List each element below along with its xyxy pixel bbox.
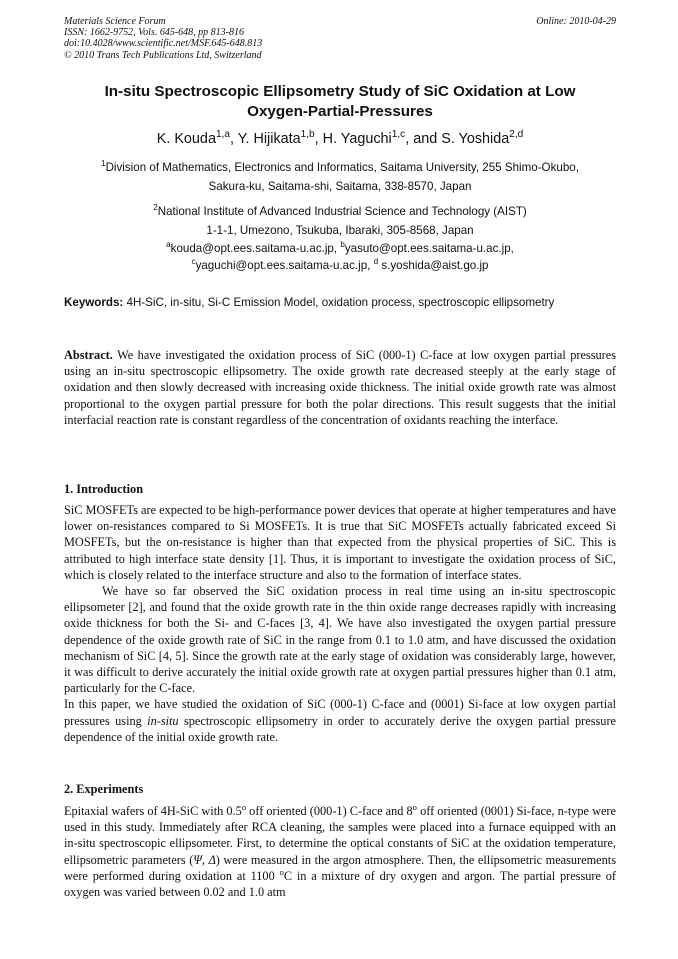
email-line-1: $^a$kouda@opt.ees.saitama-u.ac.jp, $^b$yasuto@opt.ees.saitama-u.ac.jp, <box>166 240 514 255</box>
title-line-1: In-situ Spectroscopic Ellipsometry Study of SiC Oxidation at Low <box>104 83 576 100</box>
keywords-text: 4H-SiC, in-situ, Si-C Emission Model, oxidation process, spectroscopic ellipsometry <box>123 296 555 309</box>
affiliation-number: 2 <box>153 203 158 213</box>
intro-paragraph-3: In this paper, we have studied the oxidation of SiC (000-1) C-face and (0001) Si-face at low oxygen partial pressures using in-situ spectroscopic ellipsometry in order to accurately derive the oxygen partial pressure dependence of the initial oxide growth rate. <box>64 697 616 744</box>
experiments-body <box>64 803 616 900</box>
email-d: s.yoshida@aist.go.jp <box>378 258 489 272</box>
author-list <box>64 130 616 148</box>
abstract-text: We have investigated the oxidation process of SiC (000-1) C-face at low oxygen partial pressures using an in-situ spectroscopic ellipsometry. The oxide growth rate decreased steeply at the early stage of oxidation and then slowly decreased with increasing oxide thickness. The initial oxide growth rate was almost proportional to the oxygen partial pressure for both the polar directions. This result suggests that the initial interfacial reaction rate is constant regardless of the concentration of oxidants reaching the interface. <box>64 348 616 427</box>
psi-symbol: Ψ <box>193 852 202 867</box>
doi-line: doi:10.4028/www.scientific.net/MSF.645-648.813 <box>64 38 263 50</box>
email-b: yasuto@opt.ees.saitama-u.ac.jp, <box>344 242 514 255</box>
affiliation-2-line-1: $^2$National Institute of Advanced Industrial Science and Technology (AIST) <box>153 203 527 218</box>
author-affiliation-mark: 1,b <box>300 129 315 141</box>
abstract <box>64 347 616 428</box>
affiliation-1-line-1: $^1$Division of Mathematics, Electronics and Informatics, Saitama University, 255 Shimo-Okubo, <box>101 159 579 174</box>
email-c: yaguchi@opt.ees.saitama-u.ac.jp, <box>195 258 374 272</box>
author-name: H. Yaguchi <box>322 131 392 147</box>
section-heading-introduction: 1. Introduction <box>64 482 144 496</box>
online-date: Online: 2010-04-29 <box>536 16 616 27</box>
copyright-line: © 2010 Trans Tech Publications Ltd, Switzerland <box>64 49 262 61</box>
section-heading-experiments: 2. Experiments <box>64 782 144 796</box>
author-separator: , and <box>405 131 442 147</box>
issn-line: ISSN: 1662-9752, Vols. 645-648, pp 813-816 <box>64 27 244 39</box>
affiliation-1-line-2: Sakura-ku, Saitama-shi, Saitama, 338-8570, Japan <box>208 180 472 193</box>
keywords <box>64 295 616 311</box>
email-block <box>64 241 616 274</box>
journal-header <box>64 16 616 61</box>
email-line-2: $^c$yaguchi@opt.ees.saitama-u.ac.jp, $^d$ s.yoshida@aist.go.jp <box>191 256 489 272</box>
affiliation-1 <box>64 158 616 196</box>
author-affiliation-mark: 1,a <box>215 129 230 141</box>
author-name: S. Yoshida <box>441 131 510 147</box>
email-a: kouda@opt.ees.saitama-u.ac.jp, <box>170 242 341 255</box>
author-affiliation-mark: 1,c <box>391 129 406 141</box>
introduction-body <box>64 502 616 745</box>
paper-title <box>64 82 616 121</box>
title-line-2: Oxygen-Partial-Pressures <box>247 102 433 120</box>
intro-paragraph-1: SiC MOSFETs are expected to be high-performance power devices that operate at higher temperatures and have lower on-resistances compared to Si MOSFETs. It is true that SiC MOSFETs actually fabricated exceed Si MOSFETs, but the on-resistance is higher than that expected from the physical properties of SiC. This is attributed to high interface state density [1]. Thus, it is important to investigate the oxidation process of SiC, which is closely related to the interface structure and also to the formation of interface states. <box>64 503 616 582</box>
affiliation-2 <box>64 202 616 240</box>
author-affiliation-mark: 2,d <box>509 129 524 141</box>
abstract-label: Abstract. <box>64 348 113 362</box>
author-name: Y. Hijikata <box>237 131 301 147</box>
author-separator: , <box>314 131 323 147</box>
author-name: K. Kouda <box>156 131 216 147</box>
experiments-paragraph: Epitaxial wafers of 4H-SiC with 0.5$^o$ off oriented (000-1) C-face and 8$^o$ off oriented (0001) Si-face, n-type were used in this study. Immediately after RCA cleaning, the samples were placed into a furnace equipped with an in-situ spectroscopic ellipsometer. First, to determine the optical constants of SiC at the oxidation temperature, ellipsometric parameters (Ψ, Δ) were measured in the argon atmosphere. Then, the ellipsometric measurements were performed during oxidation at 1100 $^o$C in a mixture of dry oxygen and argon. The partial pressure of oxygen was varied between 0.02 and 1.0 atm <box>64 801 616 900</box>
intro-paragraph-2: We have so far observed the SiC oxidation process in real time using an in-situ spectroscopic ellipsometer [2], and found that the oxide growth rate in the thin oxide range decreases rapidly with increasing oxide thickness for both the Si- and C-faces [3, 4]. We have also investigated the oxygen partial pressure dependence of the oxide growth rate of SiC in the range from 0.1 to 1.0 atm, and have discussed the oxidation mechanism of SiC [4, 5]. Since the growth rate at the early stage of oxidation was considerably large, however, it was difficult to derive accurately the initial oxide growth rate at oxygen partial pressures higher than 0.1 atm, particularly for the C-face. <box>64 584 616 696</box>
keywords-label: Keywords: <box>64 296 124 309</box>
journal-name: Materials Science Forum <box>64 16 166 27</box>
affiliation-2-line-2: 1-1-1, Umezono, Tsukuba, Ibaraki, 305-8568, Japan <box>206 224 474 237</box>
delta-symbol: Δ <box>208 852 216 867</box>
affiliation-number: 1 <box>101 159 106 169</box>
author-separator: , <box>229 131 238 147</box>
